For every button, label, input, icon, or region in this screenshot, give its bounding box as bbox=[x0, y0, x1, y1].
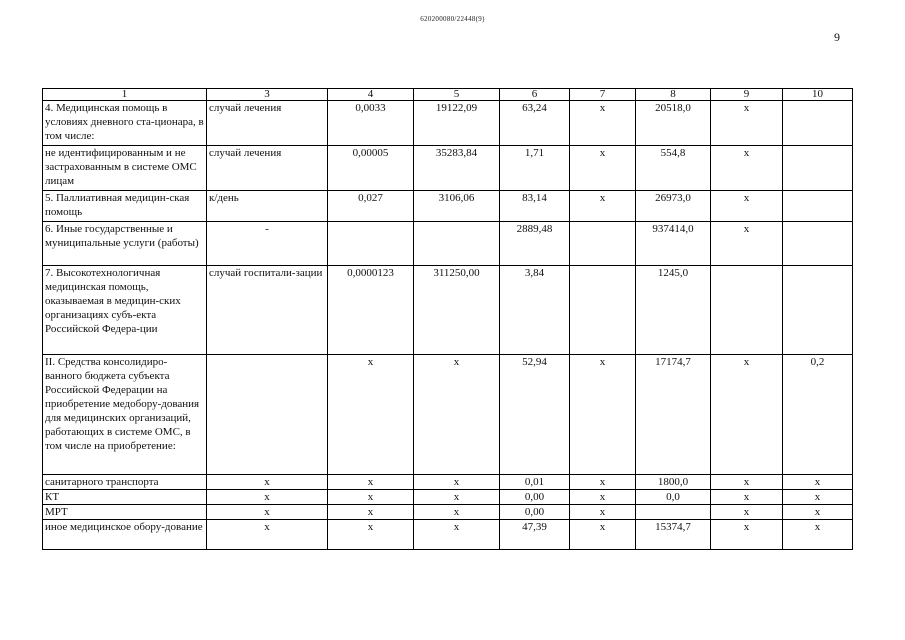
value-cell: х bbox=[711, 146, 783, 191]
header-cell: 3 bbox=[207, 89, 328, 101]
value-cell: х bbox=[414, 505, 500, 520]
table-row bbox=[43, 520, 853, 550]
value-cell: 1800,0 bbox=[636, 475, 711, 490]
value-cell: 0,00005 bbox=[328, 146, 414, 191]
budget-table bbox=[42, 88, 853, 550]
value-cell: 19122,09 bbox=[414, 101, 500, 146]
row-label: 4. Медицинская помощь в условиях дневного ста-ционара, в том числе: bbox=[43, 101, 207, 146]
value-cell: 1,71 bbox=[500, 146, 570, 191]
header-cell: 4 bbox=[328, 89, 414, 101]
value-cell bbox=[570, 222, 636, 266]
value-cell: х bbox=[328, 520, 414, 550]
header-cell: 1 bbox=[43, 89, 207, 101]
value-cell: 0,027 bbox=[328, 191, 414, 222]
value-cell bbox=[328, 222, 414, 266]
row-label: II. Средства консолидиро-ванного бюджета субъекта Российской Федерации на приобретение медобору-дования для медицинских организаций, работающих в системе ОМС, в том числе на приобретение: bbox=[43, 355, 207, 475]
row-label: не идентифицированным и не застрахованным в системе ОМС лицам bbox=[43, 146, 207, 191]
value-cell: 20518,0 bbox=[636, 101, 711, 146]
table-row bbox=[43, 266, 853, 355]
row-label: 7. Высокотехнологичная медицинская помощь, оказываемая в медицин-ских организациях субъ-екта Российской Федера-ции bbox=[43, 266, 207, 355]
value-cell: х bbox=[570, 505, 636, 520]
table-row bbox=[43, 355, 853, 475]
row-label: 6. Иные государственные и муниципальные услуги (работы) bbox=[43, 222, 207, 266]
value-cell bbox=[783, 101, 853, 146]
value-cell: х bbox=[711, 475, 783, 490]
value-cell: х bbox=[711, 191, 783, 222]
value-cell: 311250,00 bbox=[414, 266, 500, 355]
unit-cell: - bbox=[207, 222, 328, 266]
value-cell: х bbox=[783, 490, 853, 505]
header-cell: 8 bbox=[636, 89, 711, 101]
value-cell: 0,2 bbox=[783, 355, 853, 475]
value-cell: х bbox=[328, 490, 414, 505]
document-id: 620200080/22448(9) bbox=[420, 15, 485, 23]
table-row bbox=[43, 101, 853, 146]
header-row bbox=[43, 89, 853, 101]
value-cell: 0,01 bbox=[500, 475, 570, 490]
value-cell: 15374,7 bbox=[636, 520, 711, 550]
value-cell: 26973,0 bbox=[636, 191, 711, 222]
value-cell: х bbox=[711, 222, 783, 266]
header-cell: 9 bbox=[711, 89, 783, 101]
value-cell: х bbox=[711, 505, 783, 520]
value-cell: х bbox=[328, 475, 414, 490]
value-cell: 35283,84 bbox=[414, 146, 500, 191]
value-cell: х bbox=[711, 520, 783, 550]
value-cell: х bbox=[711, 355, 783, 475]
value-cell: 554,8 bbox=[636, 146, 711, 191]
row-label: КТ bbox=[43, 490, 207, 505]
value-cell: х bbox=[570, 101, 636, 146]
value-cell bbox=[414, 222, 500, 266]
value-cell: 0,00 bbox=[500, 490, 570, 505]
value-cell: 3,84 bbox=[500, 266, 570, 355]
header-cell: 7 bbox=[570, 89, 636, 101]
value-cell: 52,94 bbox=[500, 355, 570, 475]
value-cell: 83,14 bbox=[500, 191, 570, 222]
value-cell: х bbox=[414, 520, 500, 550]
unit-cell: случай госпитали-зации bbox=[207, 266, 328, 355]
table-row bbox=[43, 222, 853, 266]
value-cell: х bbox=[783, 520, 853, 550]
value-cell bbox=[783, 191, 853, 222]
value-cell: х bbox=[570, 355, 636, 475]
header-cell: 10 bbox=[783, 89, 853, 101]
value-cell: х bbox=[328, 355, 414, 475]
value-cell: 0,0000123 bbox=[328, 266, 414, 355]
unit-cell bbox=[207, 355, 328, 475]
value-cell: х bbox=[414, 475, 500, 490]
unit-cell: случай лечения bbox=[207, 101, 328, 146]
value-cell: х bbox=[570, 146, 636, 191]
value-cell: 2889,48 bbox=[500, 222, 570, 266]
value-cell: х bbox=[570, 520, 636, 550]
table-row bbox=[43, 505, 853, 520]
value-cell: х bbox=[783, 475, 853, 490]
table-row bbox=[43, 475, 853, 490]
value-cell: х bbox=[570, 475, 636, 490]
unit-cell: х bbox=[207, 520, 328, 550]
unit-cell: х bbox=[207, 475, 328, 490]
value-cell: х bbox=[414, 490, 500, 505]
value-cell: 0,0033 bbox=[328, 101, 414, 146]
unit-cell: случай лечения bbox=[207, 146, 328, 191]
value-cell: х bbox=[570, 490, 636, 505]
header-cell: 6 bbox=[500, 89, 570, 101]
value-cell bbox=[711, 266, 783, 355]
value-cell: х bbox=[414, 355, 500, 475]
unit-cell: х bbox=[207, 490, 328, 505]
row-label: 5. Паллиативная медицин-ская помощь bbox=[43, 191, 207, 222]
row-label: МРТ bbox=[43, 505, 207, 520]
value-cell bbox=[783, 222, 853, 266]
value-cell: 47,39 bbox=[500, 520, 570, 550]
value-cell: 17174,7 bbox=[636, 355, 711, 475]
value-cell: 63,24 bbox=[500, 101, 570, 146]
value-cell: 1245,0 bbox=[636, 266, 711, 355]
value-cell: х bbox=[328, 505, 414, 520]
value-cell bbox=[783, 266, 853, 355]
value-cell: х bbox=[711, 101, 783, 146]
header-cell: 5 bbox=[414, 89, 500, 101]
row-label: санитарного транспорта bbox=[43, 475, 207, 490]
value-cell: 937414,0 bbox=[636, 222, 711, 266]
value-cell: х bbox=[783, 505, 853, 520]
value-cell: х bbox=[570, 191, 636, 222]
table-row bbox=[43, 490, 853, 505]
value-cell bbox=[636, 505, 711, 520]
page-number: 9 bbox=[834, 30, 840, 44]
row-label: иное медицинское обору-дование bbox=[43, 520, 207, 550]
unit-cell: х bbox=[207, 505, 328, 520]
value-cell: 3106,06 bbox=[414, 191, 500, 222]
value-cell bbox=[570, 266, 636, 355]
unit-cell: к/день bbox=[207, 191, 328, 222]
value-cell: х bbox=[711, 490, 783, 505]
table-row bbox=[43, 146, 853, 191]
value-cell: 0,00 bbox=[500, 505, 570, 520]
value-cell: 0,0 bbox=[636, 490, 711, 505]
value-cell bbox=[783, 146, 853, 191]
table-row bbox=[43, 191, 853, 222]
